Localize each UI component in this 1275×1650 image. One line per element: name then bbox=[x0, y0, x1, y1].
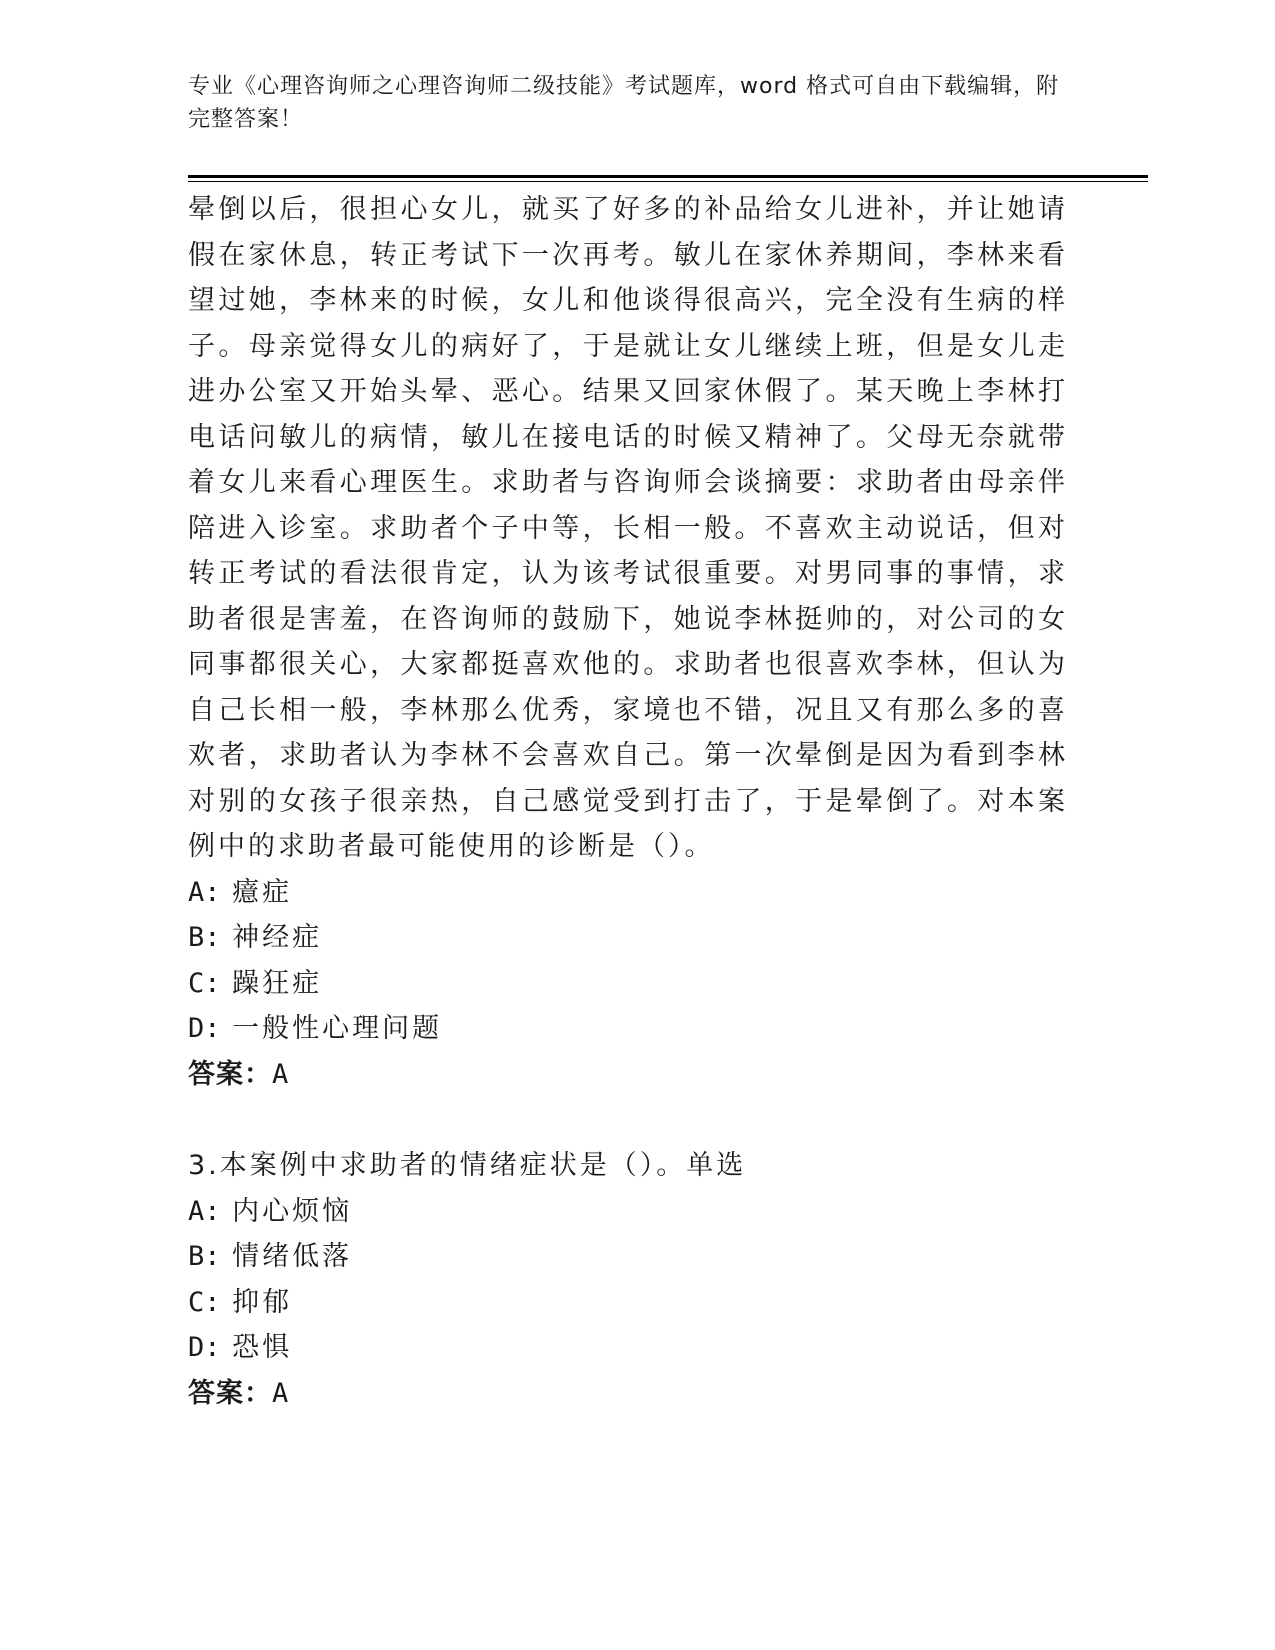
answer-label: 答案： bbox=[188, 1058, 272, 1090]
option-label: D: bbox=[188, 1013, 221, 1044]
option-label: B: bbox=[188, 922, 221, 953]
q3-option-b bbox=[188, 1234, 1068, 1280]
q3-answer bbox=[188, 1371, 1068, 1417]
document-header: 专业《心理咨询师之心理咨询师二级技能》考试题库，word 格式可自由下载编辑，附完整答案！ bbox=[188, 74, 1060, 132]
option-text: 癔症 bbox=[232, 876, 293, 908]
document-body bbox=[188, 187, 1068, 1416]
option-label: C: bbox=[188, 967, 221, 999]
answer-value: A bbox=[272, 1377, 290, 1409]
q2-option-a bbox=[188, 870, 1068, 916]
option-text: 躁狂症 bbox=[232, 967, 323, 999]
q3-option-a bbox=[188, 1189, 1068, 1235]
q2-option-b bbox=[188, 915, 1068, 961]
header-rule-thick bbox=[188, 175, 1148, 178]
option-label: A: bbox=[188, 876, 221, 908]
q2-option-c bbox=[188, 961, 1068, 1007]
answer-value: A bbox=[272, 1058, 290, 1090]
option-text: 情绪低落 bbox=[232, 1241, 353, 1272]
option-text: 内心烦恼 bbox=[232, 1195, 353, 1227]
answer-label: 答案： bbox=[188, 1377, 272, 1409]
option-text: 恐惧 bbox=[232, 1332, 293, 1363]
q3-title: 3.本案例中求助者的情绪症状是（）。单选 bbox=[188, 1150, 747, 1181]
header-rule-thin bbox=[188, 181, 1148, 182]
q3-option-d bbox=[188, 1325, 1068, 1371]
option-text: 一般性心理问题 bbox=[232, 1013, 443, 1044]
question-spacer bbox=[188, 1097, 1068, 1143]
q2-answer bbox=[188, 1052, 1068, 1098]
option-label: B: bbox=[188, 1241, 221, 1272]
q2-option-d bbox=[188, 1006, 1068, 1052]
option-label: D: bbox=[188, 1332, 221, 1363]
option-label: C: bbox=[188, 1286, 221, 1318]
case-description: 晕倒以后，很担心女儿，就买了好多的补品给女儿进补，并让她请假在家休息，转正考试下一次再考。敏儿在家休养期间，李林来看望过她，李林来的时候，女儿和他谈得很高兴，完全没有生病的样子。母亲觉得女儿的病好了，于是就让女儿继续上班，但是女儿走进办公室又开始头晕、恶心。结果又回家休假了。某天晚上李林打电话问敏儿的病情，敏儿在接电话的时候又精神了。父母无奈就带着女儿来看心理医生。求助者与咨询师会谈摘要：求助者由母亲伴陪进入诊室。求助者个子中等，长相一般。不喜欢主动说话，但对转正考试的看法很肯定，认为该考试很重要。对男同事的事情，求助者很是害羞，在咨询师的鼓励下，她说李林挺帅的，对公司的女同事都很关心，大家都挺喜欢他的。求助者也很喜欢李林，但认为自己长相一般，李林那么优秀，家境也不错，况且又有那么多的喜欢者，求助者认为李林不会喜欢自己。第一次晕倒是因为看到李林对别的女孩子很亲热，自己感觉受到打击了，于是晕倒了。对本案例中的求助者最可能使用的诊断是（）。 bbox=[188, 194, 1068, 862]
option-label: A: bbox=[188, 1195, 221, 1227]
q3-option-c bbox=[188, 1280, 1068, 1326]
option-text: 神经症 bbox=[232, 922, 323, 953]
option-text: 抑郁 bbox=[232, 1286, 293, 1318]
